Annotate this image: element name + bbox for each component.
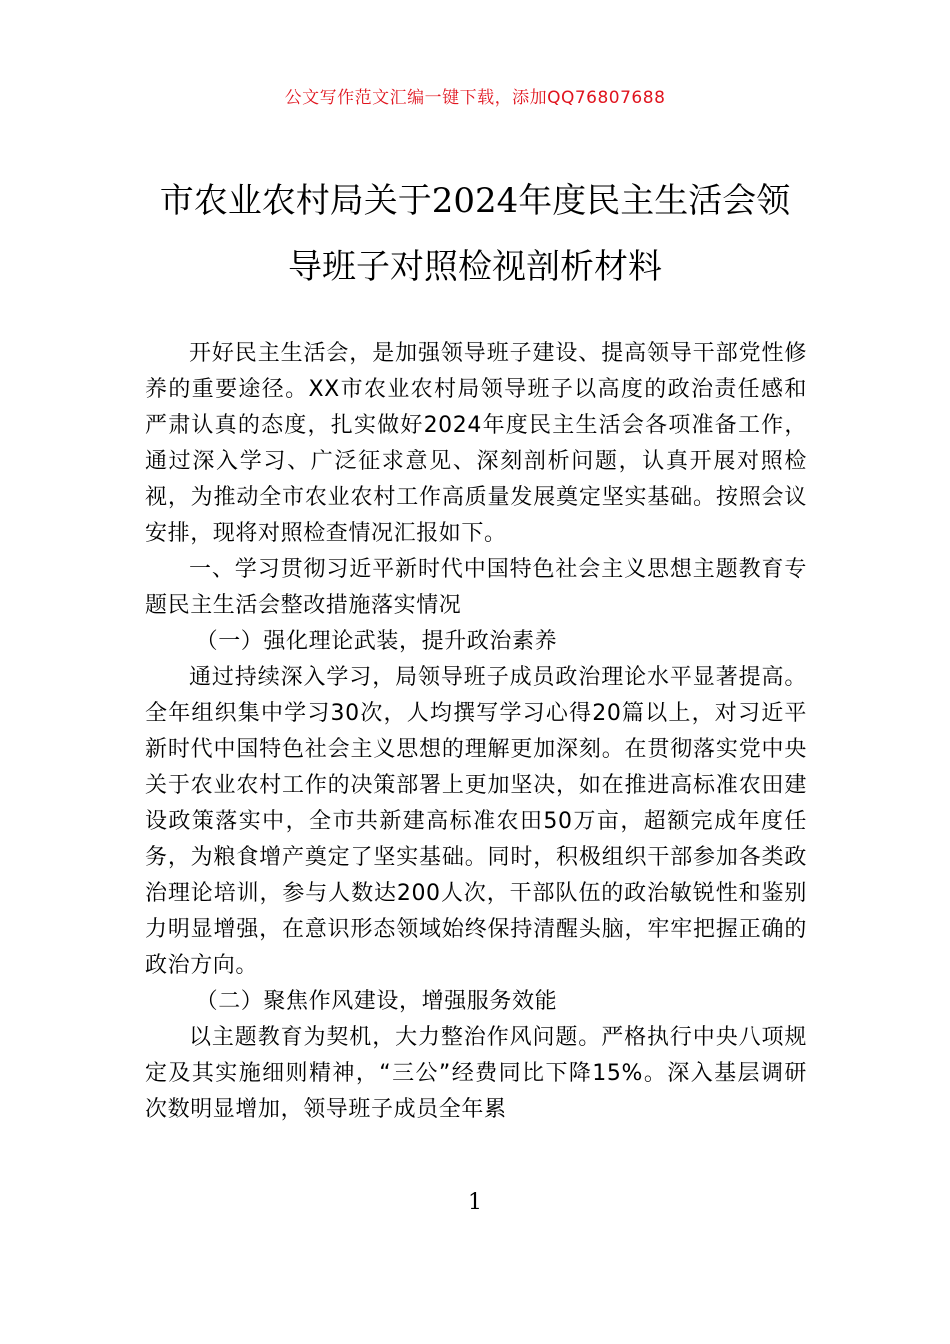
document-title [140, 168, 810, 300]
section-heading-1: 一、学习贯彻习近平新时代中国特色社会主义思想主题教育专题民主生活会整改措施落实情况 [145, 557, 807, 618]
document-body [145, 336, 807, 1128]
intro-paragraph: 开好民主生活会，是加强领导班子建设、提高领导干部党性修养的重要途径。XX市农业农村局领导班子以高度的政治责任感和严肃认真的态度，扎实做好2024年度民主生活会各项准备工作，通过深入学习、广泛征求意见、深刻剖析问题，认真开展对照检视，为推动全市农业农村工作高质量发展奠定坚实基础。按照会议安排，现将对照检查情况汇报如下。 [145, 341, 807, 546]
body-paragraph-1: 通过持续深入学习，局领导班子成员政治理论水平显著提高。全年组织集中学习30次，人均撰写学习心得20篇以上，对习近平新时代中国特色社会主义思想的理解更加深刻。在贯彻落实党中央关于农业农村工作的决策部署上更加坚决，如在推进高标准农田建设政策落实中，全市共新建高标准农田50万亩，超额完成年度任务，为粮食增产奠定了坚实基础。同时，积极组织干部参加各类政治理论培训，参与人数达200人次，干部队伍的政治敏锐性和鉴别力明显增强，在意识形态领域始终保持清醒头脑，牢牢把握正确的政治方向。 [145, 665, 807, 978]
body-paragraph-2: 以主题教育为契机，大力整治作风问题。严格执行中央八项规定及其实施细则精神，“三公”经费同比下降15%。深入基层调研次数明显增加，领导班子成员全年累 [145, 1025, 807, 1122]
download-promo-note: 公文写作范文汇编一键下载，添加QQ76807688 [284, 88, 666, 108]
document-title-line-2: 导班子对照检视剖析材料 [288, 247, 662, 287]
document-title-line-1: 市农业农村局关于2024年度民主生活会领 [159, 181, 791, 221]
subsection-heading-1: （一）强化理论武装，提升政治素养 [195, 629, 558, 654]
subsection-heading-2: （二）聚焦作风建设，增强服务效能 [195, 989, 558, 1014]
page-number: 1 [468, 1190, 482, 1215]
